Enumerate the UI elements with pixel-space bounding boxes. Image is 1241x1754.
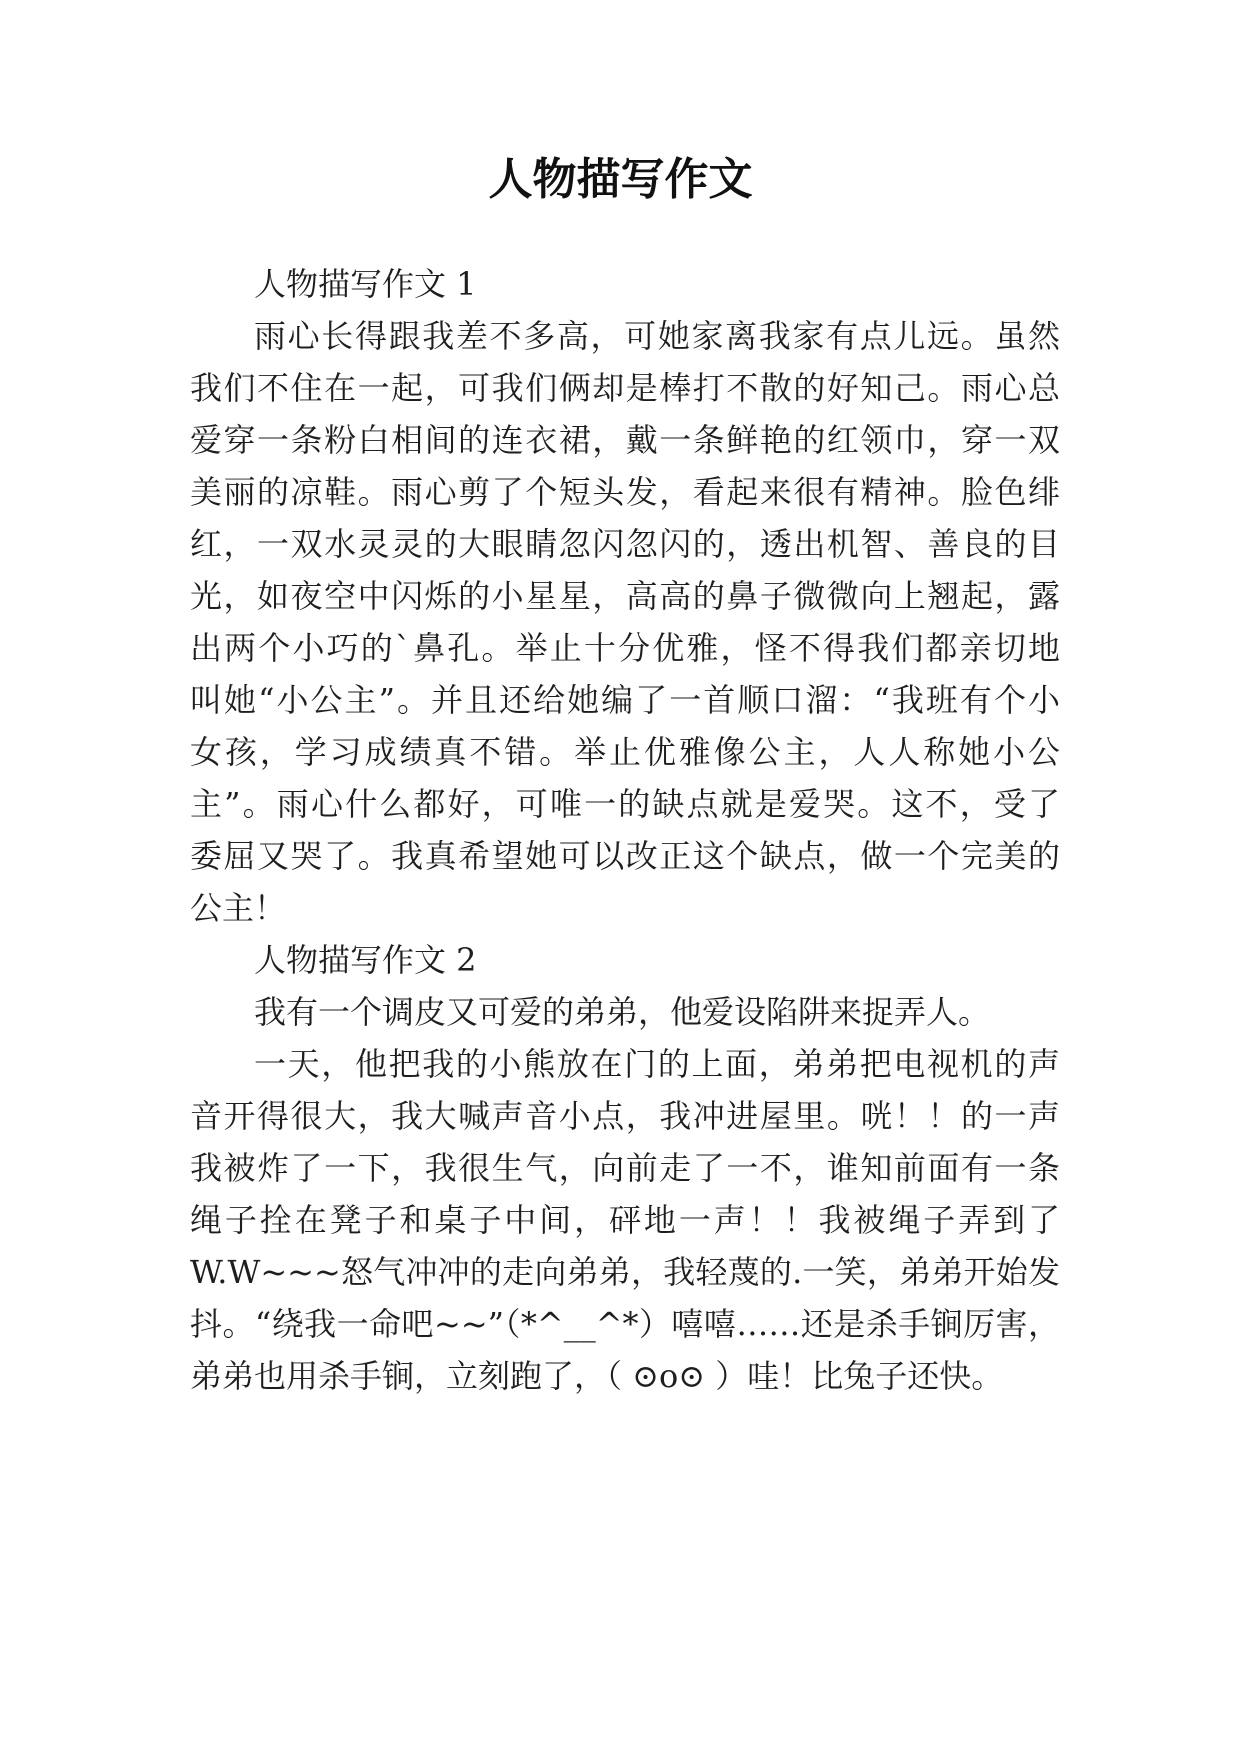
paragraph-line: 一天，他把我的小熊放在门的上面，弟弟把电视机的声 xyxy=(254,1045,1060,1083)
paragraph-line: 雨心长得跟我差不多高，可她家离我家有点儿远。虽然 xyxy=(254,317,1060,355)
paragraph-line: 美丽的凉鞋。雨心剪了个短头发，看起来很有精神。脸色绯 xyxy=(190,473,1060,511)
paragraph-line: 女孩，学习成绩真不错。举止优雅像公主，人人称她小公 xyxy=(190,733,1060,771)
section-heading-2: 人物描写作文 2 xyxy=(254,941,477,979)
paragraph-line: 抖。“绕我一命吧~~”（*^__^*）嘻嘻……还是杀手锏厉害， xyxy=(190,1305,1060,1343)
paragraph-line: 光，如夜空中闪烁的小星星，高高的鼻子微微向上翘起，露 xyxy=(190,577,1060,615)
paragraph-line: W.W~~~怒气冲冲的走向弟弟，我轻蔑的.一笑，弟弟开始发 xyxy=(190,1253,1060,1291)
paragraph-line: 我们不住在一起，可我们俩却是棒打不散的好知己。雨心总 xyxy=(190,369,1060,407)
paragraph-line: 我被炸了一下，我很生气，向前走了一不，谁知前面有一条 xyxy=(190,1149,1060,1187)
paragraph-line: 音开得很大，我大喊声音小点，我冲进屋里。咣！！的一声 xyxy=(190,1097,1060,1135)
paragraph-line: 委屈又哭了。我真希望她可以改正这个缺点，做一个完美的 xyxy=(190,837,1060,875)
paragraph-line: 主”。雨心什么都好，可唯一的缺点就是爱哭。这不，受了 xyxy=(190,785,1060,823)
paragraph-line: 出两个小巧的`鼻孔。举止十分优雅，怪不得我们都亲切地 xyxy=(190,629,1060,667)
paragraph-line: 弟弟也用杀手锏，立刻跑了，（ ⊙o⊙ ）哇！比兔子还快。 xyxy=(190,1357,1004,1395)
paragraph-line: 爱穿一条粉白相间的连衣裙，戴一条鲜艳的红领巾，穿一双 xyxy=(190,421,1060,459)
document-title: 人物描写作文 xyxy=(488,154,753,205)
paragraph-line: 绳子拴在凳子和桌子中间，砰地一声！！我被绳子弄到了 xyxy=(190,1201,1060,1239)
paragraph-line: 叫她“小公主”。并且还给她编了一首顺口溜：“我班有个小 xyxy=(190,681,1060,719)
paragraph-line: 公主！ xyxy=(190,889,287,927)
paragraph-line: 我有一个调皮又可爱的弟弟，他爱设陷阱来捉弄人。 xyxy=(254,993,991,1031)
paragraph-line: 红，一双水灵灵的大眼睛忽闪忽闪的，透出机智、善良的目 xyxy=(190,525,1060,563)
section-heading-1: 人物描写作文 1 xyxy=(254,265,477,303)
